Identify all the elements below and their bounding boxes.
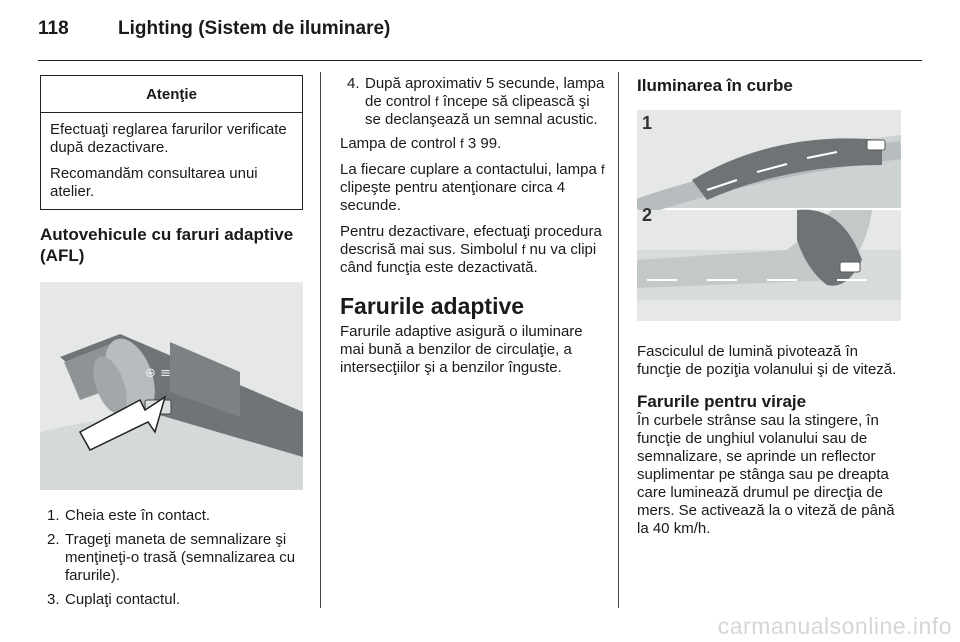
- turn-lights-text: În curbele strânse sau la stingere, în funcţie de unghiul volanului sau de semnalizare, se aprinde un reflector suplimentar pe stânga sau pe dreapta care luminează drumul pe direcţia de mers. Se activează la o viteză de până la 40 km/h.: [637, 412, 895, 537]
- warning-paragraph: Recomandăm consultarea unui atelier.: [50, 165, 258, 200]
- svg-text:⊕ ≡: ⊕ ≡: [145, 366, 171, 381]
- list-item: 4. După aproximativ 5 secunde, lampa de control f începe să clipească şi se declanşează un semnal acustic.: [347, 75, 605, 128]
- control-lamp-icon: f: [521, 242, 526, 257]
- control-lamp-icon: f: [460, 136, 464, 151]
- afl-steps-continued: [340, 75, 605, 129]
- page-header: [38, 18, 922, 58]
- turn-signal-stalk-image: [40, 282, 303, 490]
- curve-lighting-heading: Iluminarea în curbe: [637, 76, 793, 95]
- afl-heading: Autovehicule cu faruri adaptive (AFL): [40, 225, 294, 265]
- turn-lights-heading: Farurile pentru viraje: [637, 392, 807, 411]
- column-3: [637, 75, 902, 538]
- figure-label: 2: [642, 205, 653, 225]
- warning-box: [40, 75, 303, 210]
- warning-paragraph: Efectuaţi reglarea farurilor verificate după dezactivare.: [50, 121, 287, 156]
- column-1: [40, 75, 305, 615]
- adaptive-headlights-text: Farurile adaptive asigură o iluminare mai bună a benzilor de circulaţie, a intersecţiilor şi a benzilor înguste.: [340, 323, 583, 376]
- control-lamp-icon: f: [435, 94, 439, 109]
- control-lamp-icon: f: [600, 162, 605, 177]
- figure-label: 1: [642, 113, 653, 133]
- contact-paragraph: La fiecare cuplare a contactului, lampa f clipeşte pentru atenţionare circa 4 secunde.: [340, 161, 605, 214]
- warning-body: [41, 113, 302, 209]
- curve-lighting-text: Fasciculul de lumină pivotează în funcţie de poziţia volanului şi de viteză.: [637, 343, 897, 378]
- page-title: Lighting (Sistem de iluminare): [118, 18, 391, 39]
- header-divider: [38, 60, 922, 61]
- watermark: carmanualsonline.info: [717, 613, 952, 639]
- list-item: 1. Cheia este în contact.: [47, 507, 211, 524]
- warning-title: Atenţie: [41, 76, 302, 113]
- list-item: 3. Cuplaţi contactul.: [47, 591, 181, 608]
- curve-lighting-image: [637, 110, 901, 321]
- afl-steps: [40, 507, 305, 609]
- control-lamp-ref: Lampa de control f 3 99.: [340, 135, 502, 152]
- deactivate-paragraph: Pentru dezactivare, efectuaţi procedura descrisă mai sus. Simbolul f nu va clipi când funcţia este dezactivată.: [340, 223, 602, 276]
- page-reference-arrow-icon: 3: [467, 135, 477, 152]
- adaptive-headlights-heading: Farurile adaptive: [340, 293, 525, 319]
- column-divider-right: [618, 72, 619, 608]
- list-item: 2. Trageţi maneta de semnalizare şi menţineţi-o trasă (semnalizarea cu farurile).: [47, 531, 296, 584]
- page-number: 118: [38, 18, 69, 39]
- column-2: [340, 75, 605, 377]
- column-divider-left: [320, 72, 321, 608]
- stalk-illustration: [40, 282, 303, 490]
- curve-lighting-illustration: [637, 110, 901, 321]
